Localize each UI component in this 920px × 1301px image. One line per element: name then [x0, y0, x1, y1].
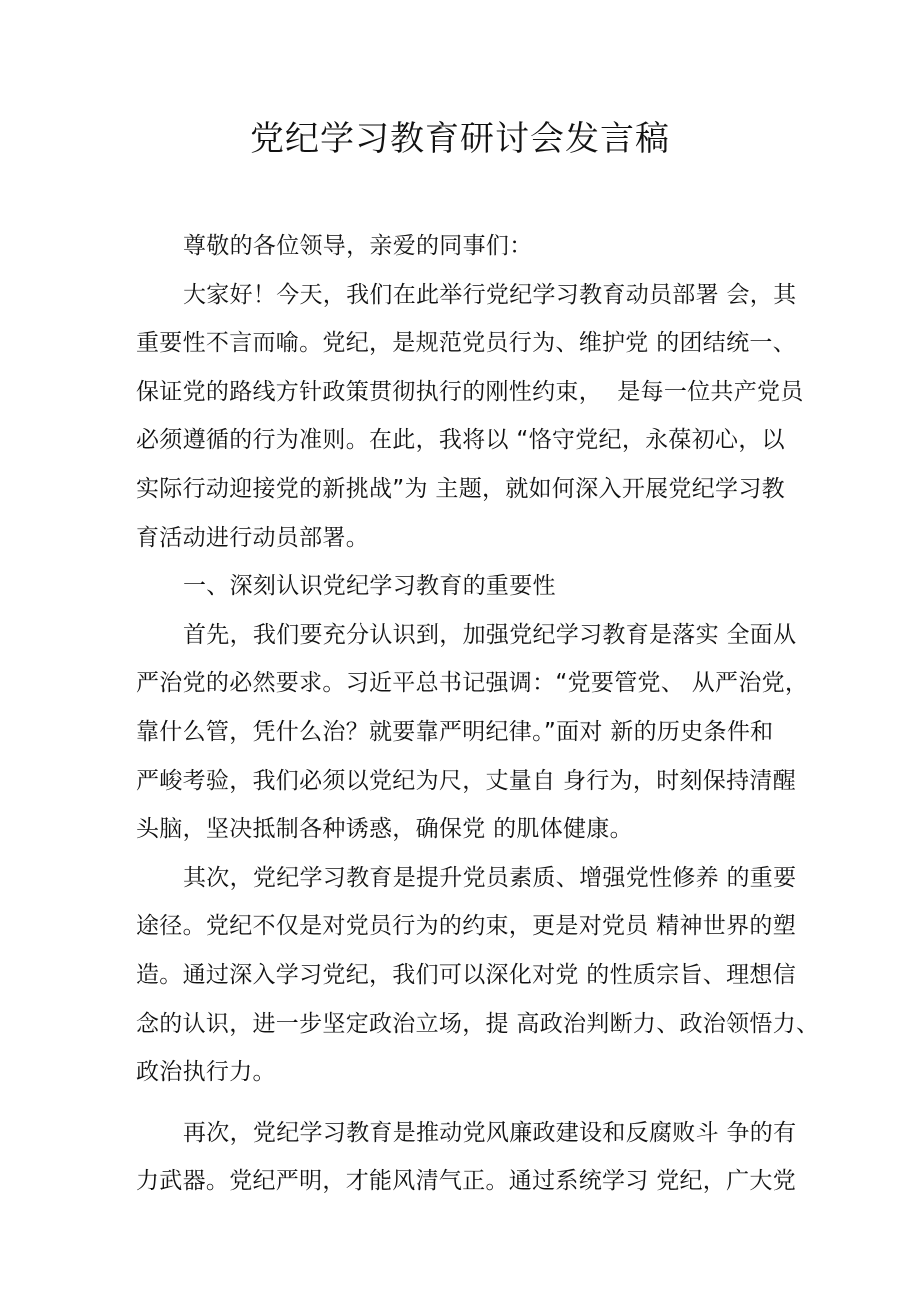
paragraph-line: 重要性不言而喻。党纪，是规范党员行为、维护党 的团结统一、	[136, 330, 797, 357]
salutation: 尊敬的各位领导，亲爱的同事们：	[183, 233, 533, 259]
paragraph-line: 实际行动迎接党的新挑战”为 主题，就如何深入开展党纪学习教	[136, 475, 785, 502]
document-body	[136, 222, 820, 1206]
paragraph-line: 途径。党纪不仅是对党员行为的约束，更是对党员 精神世界的塑	[136, 913, 797, 940]
paragraph-line: 靠什么管，凭什么治？就要靠严明纪律。”面对 新的历史条件和	[136, 718, 774, 745]
paragraph-line: 严峻考验，我们必须以党纪为尺，丈量自 身行为，时刻保持清醒	[136, 767, 797, 794]
paragraph-line: 力武器。党纪严明，才能风清气正。通过系统学习 党纪，广大党	[136, 1168, 797, 1195]
paragraph-line: 保证党的路线方针政策贯彻执行的刚性约束， 是每一位共产党员	[136, 378, 804, 405]
paragraph-line: 政治执行力。	[136, 1059, 276, 1086]
paragraph-line: 头脑，坚决抵制各种诱惑，确保党 的肌体健康。	[136, 816, 633, 843]
document-title: 党纪学习教育研讨会发言稿	[250, 119, 670, 159]
section-heading: 一、深刻认识党纪学习教育的重要性	[183, 573, 556, 600]
paragraph-line: 其次，党纪学习教育是提升党员素质、增强党性修养 的重要	[183, 864, 797, 891]
paragraph-line: 首先，我们要充分认识到，加强党纪学习教育是落实 全面从	[183, 621, 797, 648]
paragraph-line: 大家好！今天，我们在此举行党纪学习教育动员部署 会，其	[183, 281, 797, 308]
paragraph-line: 念的认识，进一步坚定政治立场，提 高政治判断力、政治领悟力、	[136, 1010, 820, 1037]
paragraph-line: 严治党的必然要求。习近平总书记强调：“党要管党、 从严治党，	[136, 670, 809, 697]
paragraph-line: 造。通过深入学习党纪，我们可以深化对党 的性质宗旨、理想信	[136, 961, 797, 988]
paragraph-line: 再次，党纪学习教育是推动党风廉政建设和反腐败斗 争的有	[183, 1119, 797, 1146]
paragraph-line: 必须遵循的行为准则。在此，我将以 “恪守党纪，永葆初心，以	[136, 427, 785, 454]
paragraph-line: 育活动进行动员部署。	[136, 524, 369, 551]
